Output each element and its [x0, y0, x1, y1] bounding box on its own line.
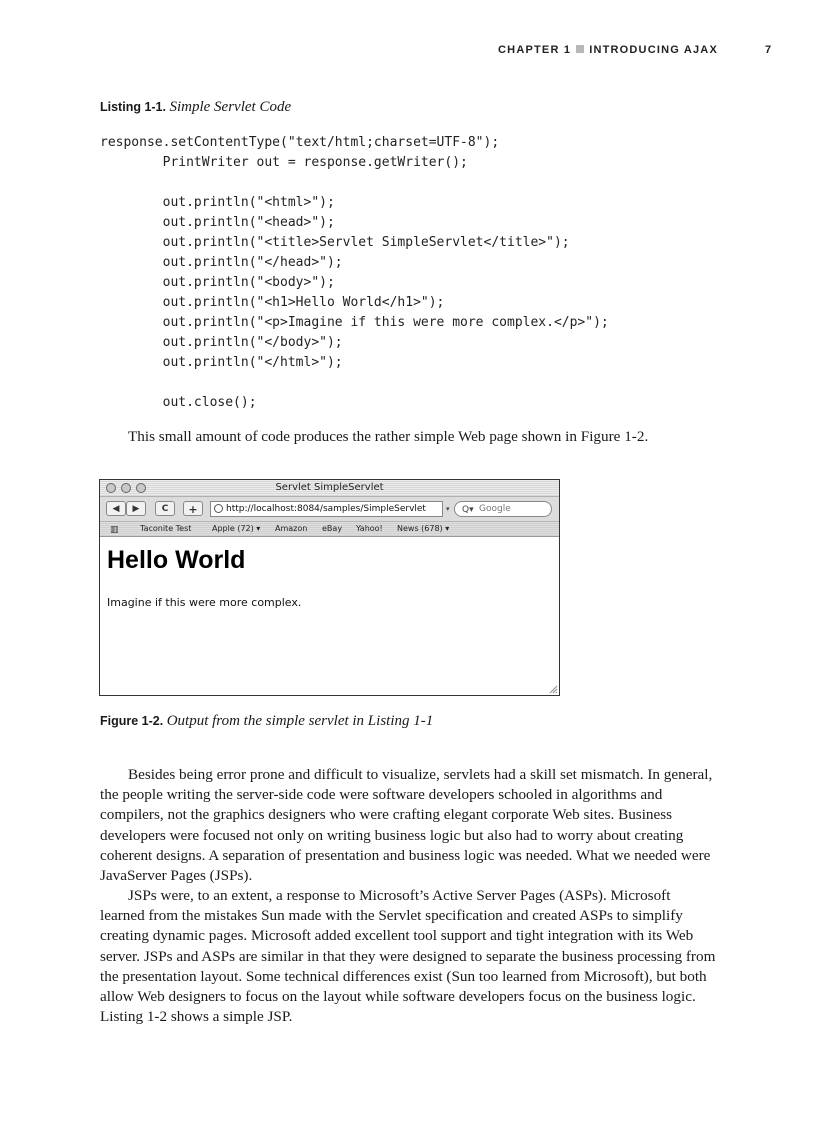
listing-caption	[100, 99, 291, 116]
page-paragraph: Imagine if this were more complex.	[107, 596, 302, 609]
figure-number: Figure 1-2.	[100, 714, 164, 728]
search-field	[454, 501, 552, 517]
body-paragraph	[100, 765, 718, 886]
browser-window-figure	[99, 479, 560, 696]
bookmark-item: Apple (72) ▾	[212, 524, 261, 533]
code-listing: response.setContentType("text/html;charset=UTF-8"); PrintWriter out = response.getWriter(); out.println("<html>"); out.println("<head>"); out.println("<title>Servlet SimpleServlet</title>"); out.println("</head>"); out.println("<body>"); out.println("<h1>Hello World</h1>"); out.println("<p>Imagine if this were more complex.</p>"); out.println("</body>"); out.println("</html>"); out.close();	[100, 135, 609, 410]
body-paragraph	[100, 886, 718, 1027]
intro-paragraph	[100, 427, 718, 447]
forward-button: ▶	[126, 501, 146, 516]
resize-grip-icon	[548, 684, 558, 694]
running-head-chapter	[498, 44, 718, 56]
bookmark-item: Taconite Test	[140, 524, 192, 533]
chapter-title: INTRODUCING AJAX	[589, 44, 718, 56]
bookmark-item: Amazon	[275, 524, 308, 533]
search-placeholder: Google	[479, 504, 511, 514]
globe-icon	[214, 504, 223, 513]
figure-title: Output from the simple servlet in Listing 1-1	[166, 713, 434, 729]
back-button: ◀	[106, 501, 126, 516]
figure-caption	[100, 713, 433, 730]
address-bar-url: http://localhost:8084/samples/SimpleServlet	[226, 504, 426, 514]
search-icon: Q▾	[462, 505, 474, 515]
body-paragraph-text: Besides being error prone and difficult to visualize, servlets had a skill set mismatch. In general, the people writing the server-side code were software developers schooled in algorithms and compilers, not the graphics designers who were crafting elegant corporate Web sites. Business developers were focused not only on writing business logic but also had to worry about creating coherent designs. A separation of presentation and business logic was needed. What we needed were JavaServer Pages (JSPs).	[100, 766, 713, 885]
address-bar	[210, 501, 443, 517]
browser-title-bar	[100, 480, 559, 497]
address-dropdown-icon: ▾	[446, 505, 450, 513]
add-bookmark-button: +	[183, 501, 203, 516]
book-icon: ▥	[110, 525, 119, 535]
listing-title: Simple Servlet Code	[169, 99, 292, 115]
browser-window-title: Servlet SimpleServlet	[275, 482, 384, 493]
bookmark-item: Yahoo!	[356, 524, 383, 533]
intro-paragraph-text: This small amount of code produces the rather simple Web page shown in Figure 1-2.	[128, 428, 649, 445]
browser-content-area	[100, 537, 559, 695]
reload-button: C	[155, 501, 175, 516]
listing-number: Listing 1-1.	[100, 100, 166, 114]
bookmark-item: News (678) ▾	[397, 524, 450, 533]
bookmark-item: eBay	[322, 524, 343, 533]
hello-world-heading: Hello World	[107, 546, 246, 574]
bookmarks-bar	[100, 522, 559, 537]
page-number: 7	[765, 44, 772, 56]
body-paragraph-text: JSPs were, to an extent, a response to Microsoft’s Active Server Pages (ASPs). Microsoft learned from the mistakes Sun made with the Servlet specification and created ASPs to simplify creating dynamic pages. Microsoft added excellent tool support and tight integration with its Web server. JSPs and ASPs are similar in that they were designed to separate the business processing from the presentation layout. Some technical differences exist (Sun too learned from Microsoft), but both allow Web designers to focus on the layout while software developers focus on the business logic. Listing 1-2 shows a simple JSP.	[100, 887, 716, 1026]
separator-square-icon	[576, 45, 584, 53]
running-head	[0, 44, 816, 60]
chapter-label: CHAPTER 1	[498, 44, 572, 56]
browser-toolbar	[100, 497, 559, 522]
